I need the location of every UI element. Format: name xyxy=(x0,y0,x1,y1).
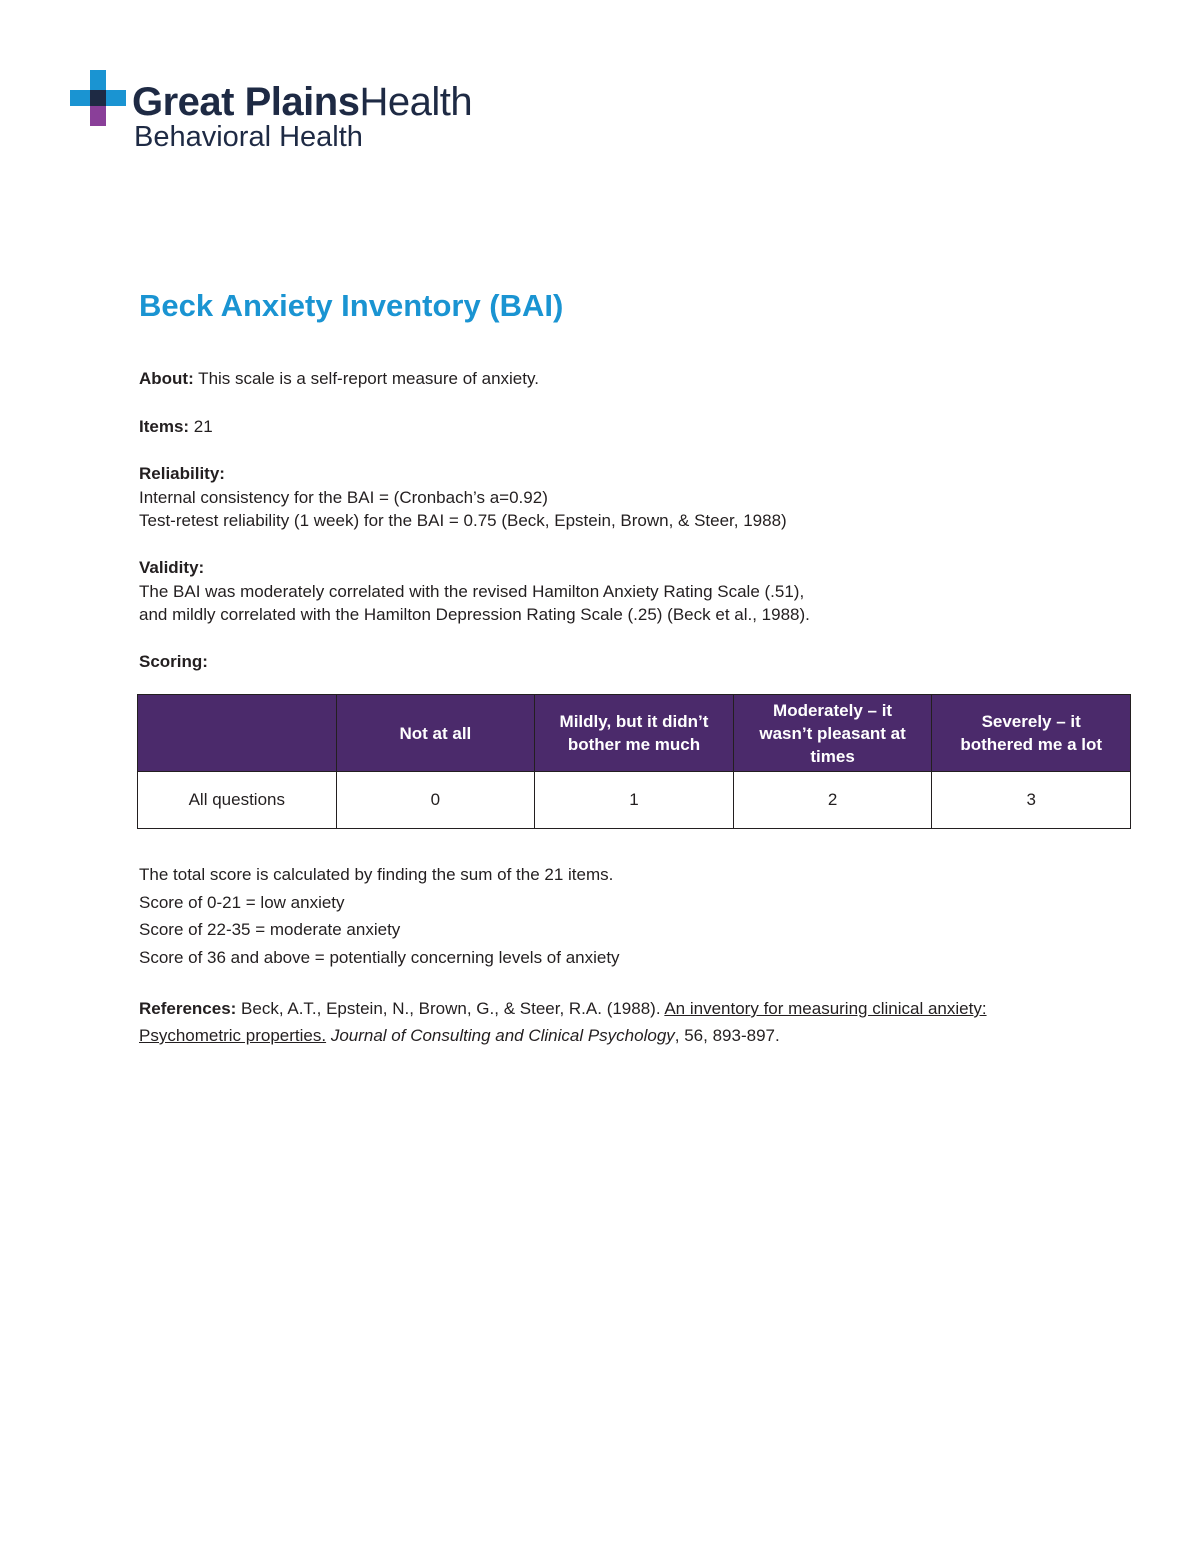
table-header-cell: Moderately – it wasn’t pleasant at times xyxy=(733,695,932,772)
table-cell: 1 xyxy=(535,772,734,829)
validity-line: and mildly correlated with the Hamilton Depression Rating Scale (.25) (Beck et al., 1988). xyxy=(139,605,810,624)
validity-line: The BAI was moderately correlated with the revised Hamilton Anxiety Rating Scale (.51), xyxy=(139,582,805,601)
table-header-row xyxy=(138,695,1131,772)
scoring-table xyxy=(137,694,1131,829)
table-cell: 0 xyxy=(336,772,535,829)
scoring-label: Scoring: xyxy=(139,652,208,671)
table-cell: 2 xyxy=(733,772,932,829)
table-header-cell xyxy=(138,695,337,772)
logo xyxy=(70,70,510,160)
logo-name: Great PlainsHealth xyxy=(132,80,473,124)
reference-link[interactable]: An inventory for measuring clinical anxiety: xyxy=(664,999,987,1018)
table-header-cell: Not at all xyxy=(336,695,535,772)
scoring-line: The total score is calculated by finding the sum of the 21 items. xyxy=(139,865,614,884)
reliability-label: Reliability: xyxy=(139,464,225,483)
document-title: Beck Anxiety Inventory (BAI) xyxy=(139,288,564,323)
items-paragraph: Items: 21 xyxy=(139,417,213,436)
scoring-line: Score of 0-21 = low anxiety xyxy=(139,893,345,912)
table-cell: All questions xyxy=(138,772,337,829)
about-paragraph: About: This scale is a self-report measure of anxiety. xyxy=(139,369,539,388)
scoring-line: Score of 22-35 = moderate anxiety xyxy=(139,920,401,939)
scoring-line: Score of 36 and above = potentially concerning levels of anxiety xyxy=(139,948,620,967)
reliability-line: Test-retest reliability (1 week) for the BAI = 0.75 (Beck, Epstein, Brown, & Steer, 1988) xyxy=(139,511,787,530)
references-line-2: Psychometric properties. Journal of Consulting and Clinical Psychology, 56, 893-897. xyxy=(139,1026,780,1045)
table-cell: 3 xyxy=(932,772,1131,829)
table-row xyxy=(138,772,1131,829)
logo-subtitle: Behavioral Health xyxy=(134,121,363,153)
reliability-line: Internal consistency for the BAI = (Cronbach’s a=0.92) xyxy=(139,488,548,507)
cross-logo-icon xyxy=(70,70,126,126)
table-header-cell: Mildly, but it didn’t bother me much xyxy=(535,695,734,772)
references-line-1: References: Beck, A.T., Epstein, N., Brown, G., & Steer, R.A. (1988). An inventory for measuring clinical anxiety: xyxy=(139,999,987,1018)
validity-label: Validity: xyxy=(139,558,205,577)
reference-link[interactable]: Psychometric properties. xyxy=(139,1026,327,1045)
table-header-cell: Severely – it bothered me a lot xyxy=(932,695,1131,772)
